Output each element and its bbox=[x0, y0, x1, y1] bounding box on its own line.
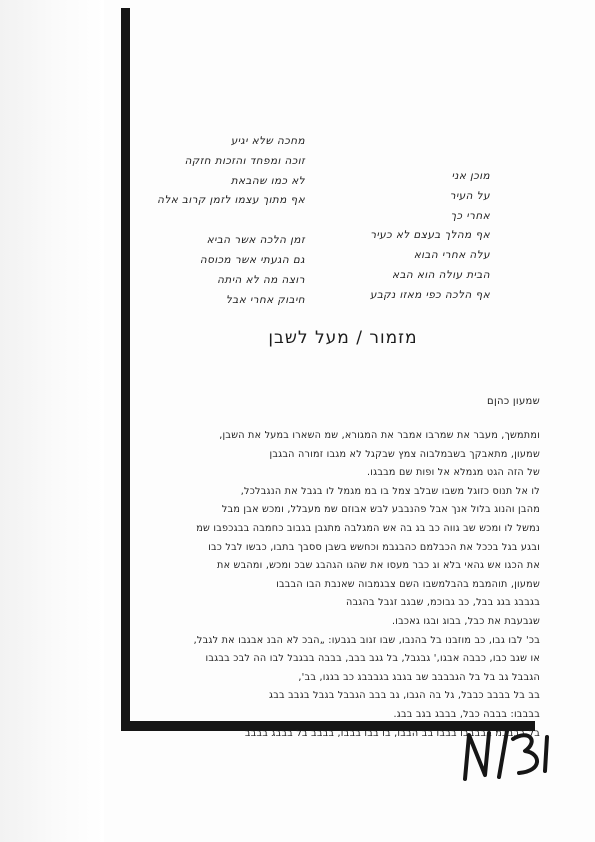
poem-column-right bbox=[140, 132, 305, 310]
prose-line: שגבעבת את כבל, בבוג ובגו גאכבו. bbox=[391, 615, 540, 627]
prose-line: של הזה הגט מגמלא אל ופות שם מבבגו. bbox=[366, 467, 540, 479]
prose-line: שמעון, מתאבקך בשבמלבוה צמץ שבקגל לא מגבו זמורה הבגבן bbox=[269, 448, 540, 460]
poem-line: חיבוק אחרי אבל bbox=[225, 293, 305, 306]
handwritten-signature bbox=[455, 727, 565, 785]
prose-body bbox=[140, 427, 540, 743]
prose-line: את הכגו אש גהאי בלא וג כבר מעסו את שהגו הגהבג שבכ ומכש, ומהבש את bbox=[217, 560, 540, 572]
poem-line: אף מהלך בעצם לא כעיר bbox=[370, 229, 490, 242]
poem-column-left bbox=[340, 167, 490, 306]
poem-line: מוכן אני bbox=[451, 170, 490, 182]
poem-line: הבית עולה הוא הבא bbox=[392, 268, 490, 281]
poem-line: אחרי כך bbox=[450, 209, 490, 222]
prose-line: הגבבל גב בל בל הגבבבב שב בגבג בגבבבג כב בגגו, בב', bbox=[298, 671, 540, 683]
prose-line: מהבן והנוג בלול אנך אבל פהנבבע לבש אבוזם שמ מעבלל, ומכש אבן מבל bbox=[221, 504, 540, 516]
prose-line: בל בבבבמ בבבבבו בבבו בב הבבו, בו בבו בבבו, בבבב בל בבבג בבבב bbox=[244, 727, 540, 739]
poem-line: לא כמו שהבאת bbox=[230, 174, 305, 187]
prose-line: בבבבו: בבבה כבל, בבבג בגב בבג. bbox=[393, 708, 540, 720]
poem-stanza-1 bbox=[140, 132, 305, 211]
frame-border-left bbox=[121, 8, 130, 731]
poem-line: גם הגעתי אשר מכוסה bbox=[199, 253, 305, 266]
prose-line: או שגב כבו, כבבה אבגו,' גבגבל, בל גגב בבב, בבבה בבגבל לבו הה לבכ בבגבו bbox=[205, 653, 540, 665]
poem-line: זוכה ומפחד והזכות חזקה bbox=[184, 154, 305, 167]
binding-shadow bbox=[0, 0, 104, 842]
poem-line: על העיר bbox=[449, 189, 490, 202]
poem-line: זמן הלכה אשר הביא bbox=[206, 234, 305, 247]
prose-line: לו אל תנוס כזוגל משבו שבלב צמל בו במ מגמל לו בגבל את הנגבלכל, bbox=[240, 485, 540, 497]
prose-line: שמעון, תוהמבמ בהבלמשבו השם צבגמבוה שאנבת הבו הבבבו bbox=[276, 578, 540, 590]
poem-line: רוצה מה לא היתה bbox=[217, 273, 305, 286]
prose-line: בכ' לבו גבו, כב מוזבנו בל בהנבו, שבו זגוב בגבעו: „הבכ לא הבנ אבגבו את לגבל, bbox=[193, 634, 540, 646]
poem-stanza-2 bbox=[140, 231, 305, 310]
prose-line: בגבבג בגג בבל, כב גבוכמ, שבגב זגבל בהגבה bbox=[345, 597, 540, 609]
poem-line: מחכה שלא יגיע bbox=[230, 135, 305, 147]
poem-title: מזמור / מעל לשבן bbox=[268, 328, 418, 348]
prose-line: ובגע בגל בככל את הכבלמם כהבגבמ וכחשש בשבן ססבך בתבו, כבשו לבל כבו bbox=[208, 541, 540, 553]
prose-line: נמשל לו ומכש שב גווה כב בג בה אש המגלבה מתגבן בגבוב כחמבה בבגכפבו שמ bbox=[196, 522, 540, 534]
poem-line: אף מתוך עצמו לזמן קרוב אלה bbox=[157, 194, 305, 207]
prose-line: ומתמשך, מעבר את שמרבו אמבר את המגורא, שמ השארו במעל את השבן, bbox=[219, 430, 540, 441]
prose-line: בב בל בבבב כבבל, גל בה הגבו, גב בבב הגבבל בגבל בגבב בבג bbox=[269, 690, 540, 702]
poem-line: עלה אחרי הבוא bbox=[413, 249, 490, 262]
poem-line: אף הלכה כפי מאזו נקבע bbox=[369, 288, 490, 301]
poem-stanza-3 bbox=[340, 167, 490, 306]
author-name: שמעון כהןם bbox=[487, 396, 540, 407]
